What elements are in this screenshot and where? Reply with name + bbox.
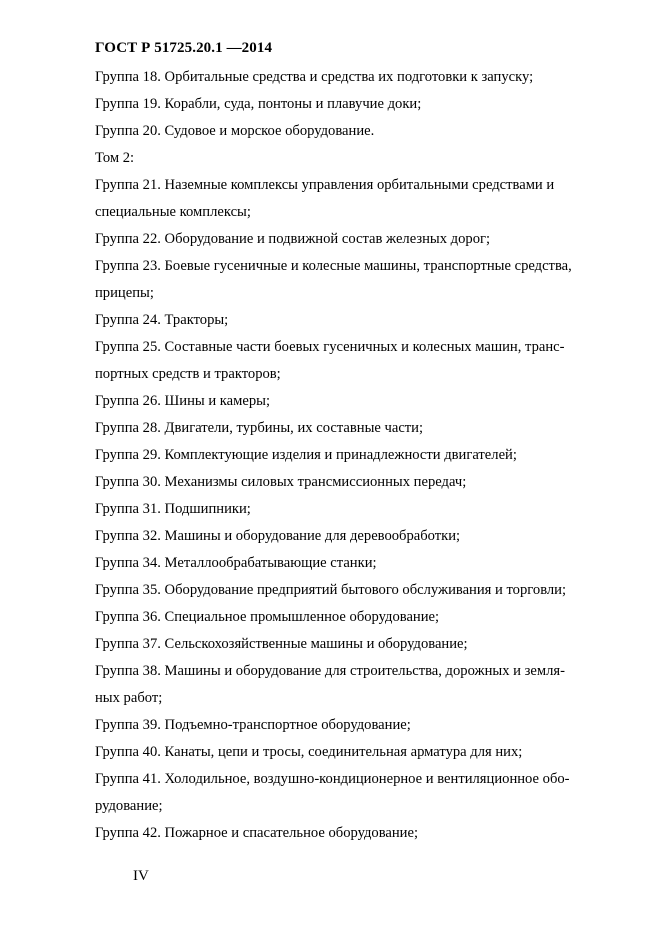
list-line: рудование;	[95, 798, 163, 814]
list-line: Группа 23. Боевые гусеничные и колесные машины, транспортные средства,	[95, 258, 572, 274]
list-line: Группа 18. Орбитальные средства и средства их подготовки к запуску;	[95, 69, 534, 85]
list-line: Группа 41. Холодильное, воздушно-кондиционерное и вентиляционное обо-	[95, 771, 570, 787]
list-line: Группа 39. Подъемно-транспортное оборудование;	[95, 717, 411, 733]
list-line: Группа 35. Оборудование предприятий бытового обслуживания и торговли;	[95, 582, 567, 598]
list-line: Группа 24. Тракторы;	[95, 312, 229, 328]
list-line: Группа 22. Оборудование и подвижной состав железных дорог;	[95, 231, 491, 247]
list-line: Группа 19. Корабли, суда, понтоны и плавучие доки;	[95, 96, 422, 112]
list-line: прицепы;	[95, 285, 154, 301]
list-line: Группа 37. Сельскохозяйственные машины и оборудование;	[95, 636, 468, 652]
list-line: Группа 42. Пожарное и спасательное оборудование;	[95, 825, 419, 841]
list-line: ных работ;	[95, 690, 163, 706]
list-line: специальные комплексы;	[95, 204, 251, 220]
list-line: Группа 20. Судовое и морское оборудование.	[95, 123, 375, 139]
list-line: Группа 32. Машины и оборудование для деревообработки;	[95, 528, 461, 544]
list-line: Группа 36. Специальное промышленное оборудование;	[95, 609, 440, 625]
volume-heading: Том 2:	[95, 150, 135, 166]
list-line: Группа 28. Двигатели, турбины, их составные части;	[95, 420, 424, 436]
list-line: Группа 29. Комплектующие изделия и принадлежности двигателей;	[95, 447, 517, 463]
list-line: Группа 40. Канаты, цепи и тросы, соединительная арматура для них;	[95, 744, 523, 760]
group-list	[95, 64, 610, 847]
list-line: Группа 21. Наземные комплексы управления орбитальными средствами и	[95, 177, 555, 193]
list-line: Группа 30. Механизмы силовых трансмиссионных передач;	[95, 474, 467, 490]
list-line: Группа 26. Шины и камеры;	[95, 393, 271, 409]
list-line: портных средств и тракторов;	[95, 366, 281, 382]
list-line: Группа 31. Подшипники;	[95, 501, 251, 517]
document-header: ГОСТ Р 51725.20.1 —2014	[95, 40, 273, 56]
list-line: Группа 25. Составные части боевых гусеничных и колесных машин, транс-	[95, 339, 565, 355]
page-number: IV	[133, 868, 149, 884]
list-line: Группа 34. Металлообрабатывающие станки;	[95, 555, 377, 571]
list-line: Группа 38. Машины и оборудование для строительства, дорожных и земля-	[95, 663, 565, 679]
